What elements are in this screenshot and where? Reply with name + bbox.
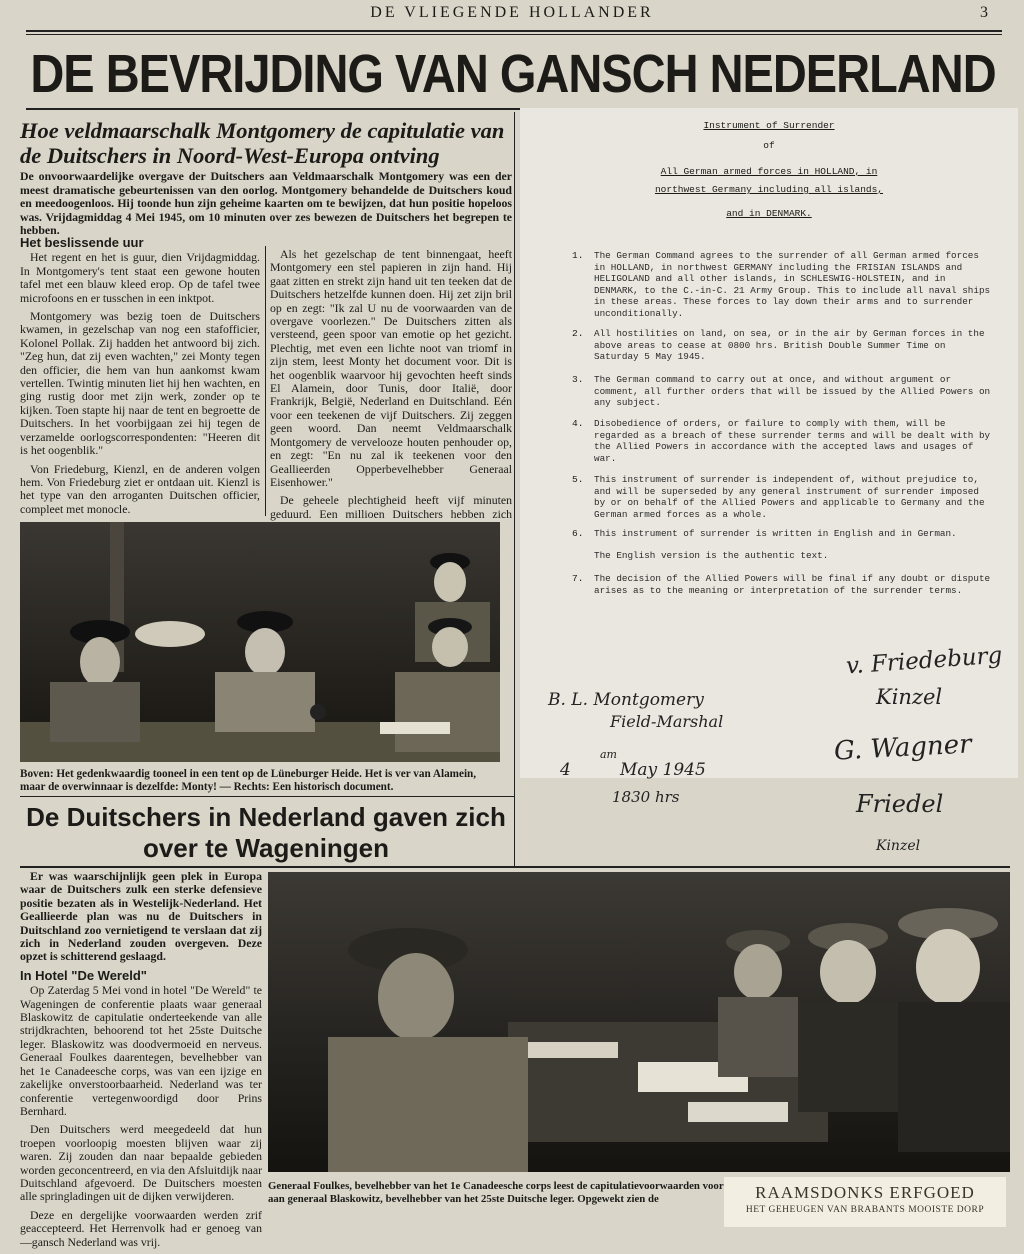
- heritage-watermark: [724, 1177, 1006, 1227]
- clause-text: The decision of the Allied Powers will be final if any doubt or dispute arises as to the meaning or interpretation of the surrender terms.: [594, 573, 991, 596]
- document-line: and in DENMARK.: [726, 208, 812, 219]
- article2-column: [20, 870, 262, 1254]
- column-divider: [514, 112, 515, 867]
- clause-text: Disobedience of orders, or failure to comply with them, will be regarded as a breach of these surrender terms and will be dealt with by the Allied Powers in accordance with the accepted laws and usages of war.: [594, 418, 991, 464]
- article2-title: De Duitschers in Nederland gaven zich over te Wageningen: [26, 802, 506, 863]
- signature-date: May 1945: [620, 760, 706, 780]
- article1-lead: De onvoorwaardelijke overgave der Duitschers aan Veldmaarschalk Montgomery was een der meest dramatische gebeurtenissen van den oorlog. Montgomery behandelde de Duitschers koud en meedoogenloos. Hij toonde hun zijn geheime kaarten om te bewijzen, dat hun positie hopeloos was. Vrijdagmiddag 4 Mei 1945, om 10 minuten over zes bewezen de Duitschers het begrepen te hebben.: [20, 169, 512, 237]
- inner-column-divider: [265, 246, 266, 516]
- montgomery-rank: Field-Marshal: [610, 712, 724, 731]
- article2-paragraph: Op Zaterdag 5 Mei vond in hotel "De Wereld" te Wageningen de conferentie plaats waar generaal Blaskowitz de capitulatie onderteekende van alle strijdkrachten, behoorend tot het 25ste Duitsche leger. Blaskowitz was doodvermoeid en nerveus. Generaal Foulkes daarentegen, bevelhebber van het 1e Canadeesche corps, was van een ijzige en zakelijke onverstoorbaarheid. Nederland was ter conferentie vertegenwoordigd door Prins Bernhard.: [20, 983, 262, 1118]
- masthead-rule-thin: [26, 34, 1002, 35]
- german-signature: Kinzel: [876, 838, 921, 854]
- signature-date-prefix: 4: [560, 760, 571, 780]
- clause-text: This instrument of surrender is independent of, without prejudice to, and will be superseded by any general instrument of surrender imposed by or on behalf of the Allied Powers and applicable to Germany and the German armed forces as a whole.: [594, 474, 985, 520]
- clause-number: 3.: [572, 374, 584, 385]
- clause-text: The German command to carry out at once, and without argument or comment, all further orders that will be issued by the Allied Powers on any subject.: [594, 374, 991, 408]
- clause-text: The German Command agrees to the surrender of all German armed forces in HOLLAND, in northwest GERMANY including the FRISIAN ISLANDS and HELIGOLAND and all other islands, in SCHLESWIG-HOLSTEIN, and in DENMARK, to the C.-in-C. 21 Army Group. This to include all naval ships in these areas. These forces to lay down their arms and to surrender unconditionally.: [594, 250, 991, 319]
- section-rule: [20, 866, 1010, 868]
- clause-number: 7.: [572, 573, 584, 584]
- article2-paragraph: Den Duitschers werd meegedeeld dat hun troepen voorloopig moesten blijven waar zij waren. Zij zouden dan naar bepaalde gebieden worden geconcentreerd, en via den Afsluitdijk naar Duitschland afgevoerd. De Duitschers moesten alle springladingen uit de dijken verwijderen.: [20, 1122, 262, 1204]
- article2-lead: Er was waarschijnlijk geen plek in Europa waar de Duitschers zulk een sterke defensieve positie bezaten als in Westelijk-Nederland. Het Geallieerde plan was nu de Duitschers in Duitschland zoo vernietigend te verslaan dat zij zich in Nederland zouden overgeven. Deze opzet is schitterend geslaagd.: [20, 869, 262, 964]
- document-line: All German armed forces in HOLLAND, in: [660, 166, 878, 177]
- wageningen-photo: [268, 872, 1010, 1172]
- article1-title: Hoe veldmaarschalk Montgomery de capitulatie van de Duitschers in Noord-West-Europa ontving: [20, 118, 505, 168]
- photo2-caption: Generaal Foulkes, bevelhebber van het 1e Canadeesche corps leest de capitulatievoorwaarden voor aan generaal Blaskowitz, bevelhebber van het 25ste Duitsche leger. Opgewekt zien de: [268, 1180, 724, 1205]
- clause-text: All hostilities on land, on sea, or in the air by German forces in the above areas to cease at 0800 hrs. British Double Summer Time on Saturday 5 May 1945.: [594, 328, 985, 362]
- masthead-rule: [26, 30, 1002, 32]
- surrender-document: [520, 108, 1018, 778]
- surrender-tent-photo: [20, 522, 500, 762]
- german-signature: G. Wagner: [833, 729, 973, 767]
- signature-date-am: am: [600, 748, 617, 761]
- clause-text: This instrument of surrender is written in English and in German.: [594, 528, 957, 539]
- page-number: 3: [980, 4, 988, 21]
- article1-paragraph: Montgomery was bezig toen de Duitschers kwamen, in gezelschap van nog een stafofficier, Kolonel Pollak. Zij hadden het antwoord bij zich. "Zeg hun, dat zij even wachten," zei Monty tegen den officier, die hem van hun aankomst kwam vertellen. Twintig minuten liet hij hen wachten, en ging rustig door met zijn werk, zonder op te kijken. Toen stapte hij naar de tent en begroette de Duitschers. In het voorbijgaan zei hij tegen de verzamelde oorlogscorrespondenten: "Heeren dit is het oogenblik.": [20, 309, 260, 458]
- clause-number: 2.: [572, 328, 584, 339]
- document-line: northwest Germany including all islands,: [654, 184, 884, 195]
- article1-column-2: [270, 248, 512, 540]
- article1-paragraph: Het regent en het is guur, dien Vrijdagmiddag. In Montgomery's tent staat een gewone houten tafel met een blauw kleed erop. Op de tafel twee microfoons en er tusschen in een inktpot.: [20, 250, 260, 305]
- clause-number: 6.: [572, 528, 584, 539]
- watermark-title: RAAMSDONKS ERFGOED: [755, 1183, 975, 1202]
- article1-paragraph: De geheele plechtigheid heeft vijf minuten geduurd. Een millioen Duitschers hebben zich: [270, 493, 512, 521]
- watermark-subtitle: HET GEHEUGEN VAN BRABANTS MOOISTE DORP: [745, 1205, 985, 1215]
- article1-paragraph: Als het gezelschap de tent binnengaat, heeft Montgomery een stel papieren in zijn hand. Hij gaat zitten en strekt zijn hand uit ten teeken dat de Duitschers hetzelfde kunnen doen. Hij zet zijn bril op en zegt: "Ik zal U nu de voorwaarden van de overgave voorlezen." De Duitschers zitten als versteend, geen spoor van emotie op het gezicht. Plechtig, met even een lichte noot van triomf in zijn stem, leest Monty het document voor. Dit is het oogenblik waarvoor hij gevochten heeft sinds El Alamein, door Tunis, door Italië, door Frankrijk, België, Nederland en Duitschland. Eén voor een teekenen de vijf Duitschers. Zij zeggen geen woord. Dan neemt Veldmaarschalk Montgomery de vervelooze houten penhouder op, en zegt: "En nu zal ik teekenen voor den Geallieerden Opperbevelhebber Generaal Eisenhower.": [270, 247, 512, 489]
- masthead: [0, 0, 1024, 30]
- main-headline: DE BEVRIJDING VAN GANSCH NEDERLAND: [30, 42, 996, 104]
- article2-crosshead: In Hotel "De Wereld": [20, 967, 147, 983]
- signature-time: 1830 hrs: [612, 788, 680, 806]
- document-of: of: [763, 140, 775, 151]
- clause-text: The English version is the authentic text.: [594, 550, 829, 561]
- document-title: Instrument of Surrender: [703, 120, 835, 131]
- montgomery-signature: B. L. Montgomery: [548, 690, 704, 710]
- photo1-caption: Boven: Het gedenkwaardig tooneel in een tent op de Lüneburger Heide. Het is ver van Alamein, maar de overwinnaar is dezelfde: Monty! — Rechts: Een historisch document.: [20, 768, 477, 793]
- section-rule: [20, 796, 514, 797]
- newspaper-name: DE VLIEGENDE HOLLANDER: [370, 4, 654, 21]
- article1-paragraph: Von Friedeburg, Kienzl, en de anderen volgen hem. Von Friedeburg ziet er ontdaan uit. Kienzl is het type van den arroganten Duitschen officier, compleet met monocle.: [20, 461, 260, 516]
- article1-crosshead: Het beslissende uur: [20, 235, 144, 250]
- article1-column-1: [20, 236, 260, 521]
- clause-number: 5.: [572, 474, 584, 485]
- german-signature: v. Friedeburg: [845, 642, 1004, 680]
- clause-number: 4.: [572, 418, 584, 429]
- german-signature: Friedel: [856, 790, 944, 818]
- article2-paragraph: Deze en dergelijke voorwaarden werden zrif geaccepteerd. Het Herrenvolk had er genoeg van—gansch Nederland was vrij.: [20, 1207, 262, 1249]
- clause-number: 1.: [572, 250, 584, 261]
- german-signature: Kinzel: [876, 685, 943, 709]
